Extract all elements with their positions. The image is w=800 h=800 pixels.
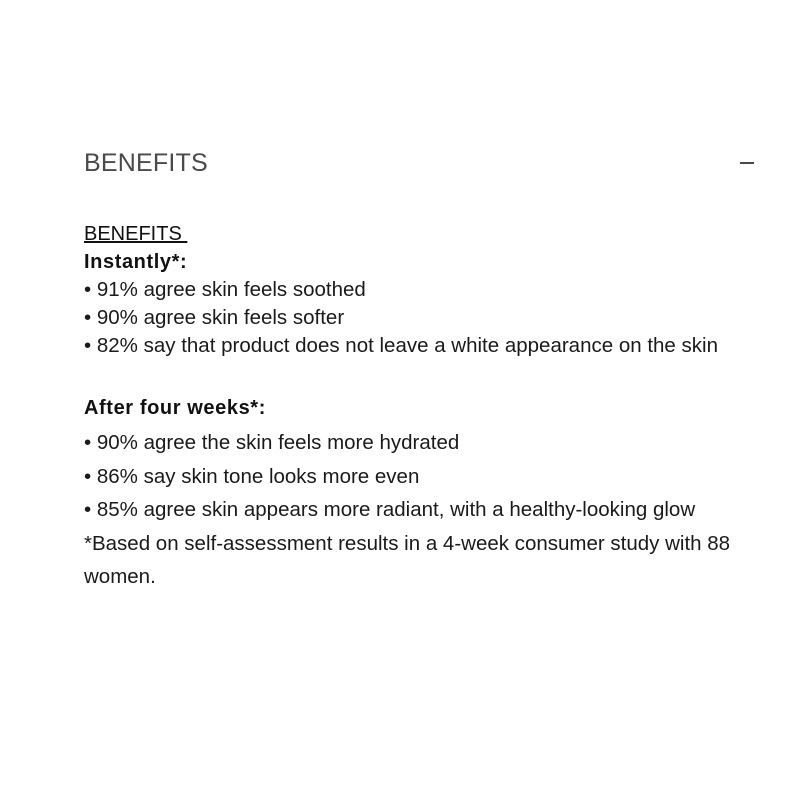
list-item: • 82% say that product does not leave a white appearance on the skin [84, 332, 756, 360]
minus-icon[interactable] [740, 162, 754, 164]
list-item: • 90% agree skin feels softer [84, 304, 756, 332]
section-heading: BENEFITS [84, 223, 188, 245]
spacer [84, 360, 756, 394]
benefits-content [84, 220, 756, 594]
benefits-accordion-header[interactable] [84, 146, 756, 180]
after-four-weeks-label: After four weeks*: [84, 397, 266, 419]
list-item: • 86% say skin tone looks more even [84, 460, 756, 494]
instantly-list [84, 276, 756, 360]
list-item: • 91% agree skin feels soothed [84, 276, 756, 304]
after-four-weeks-list [84, 426, 756, 527]
list-item: • 85% agree skin appears more radiant, with a healthy-looking glow [84, 493, 756, 527]
accordion-title: BENEFITS [84, 148, 208, 177]
list-item: • 90% agree the skin feels more hydrated [84, 426, 756, 460]
instantly-label: Instantly*: [84, 251, 188, 273]
footnote: *Based on self-assessment results in a 4-week consumer study with 88 women. [84, 531, 731, 588]
